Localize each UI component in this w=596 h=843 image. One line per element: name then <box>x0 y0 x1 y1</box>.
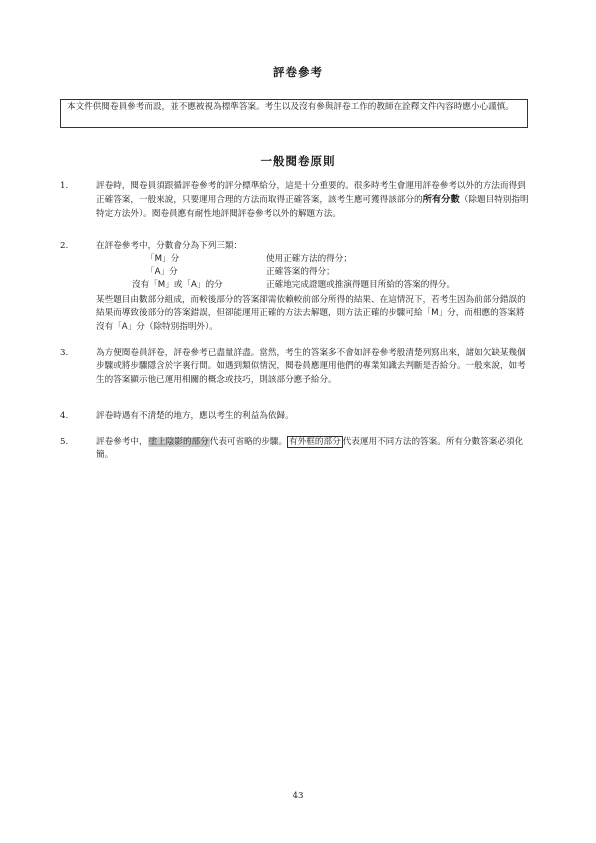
item-number: 1. <box>60 181 69 191</box>
section-heading: 一般閱卷原則 <box>260 154 336 168</box>
mark-category-label: 「A」分 <box>146 267 178 277</box>
item-number: 2. <box>60 241 69 251</box>
item-text-before: 評卷參考中， <box>96 437 148 447</box>
mark-category-desc: 正確地完成證題或推演得題目所給的答案的得分。 <box>266 280 456 290</box>
mark-category-desc: 使用正確方法的得分； <box>266 254 352 264</box>
item-text: 評卷時遇有不清楚的地方，應以考生的利益為依歸。 <box>96 411 294 421</box>
item-text-middle: 代表可省略的步驟。 <box>209 437 288 447</box>
item-text <box>96 436 530 463</box>
notice-box: 本文件供閱卷員參考而設，並不應被視為標準答案。考生以及沒有參與評卷工作的教師在詮釋文件內容時應小心謹慎。 <box>60 99 528 128</box>
item-text: 為方便閱卷員評卷，評卷參考已盡量詳盡。當然，考生的答案多不會如評卷參考般清楚列寫出來，諸如欠缺某幾個步驟或將步驟隱含於字裏行間。如遇到類似情況，閱卷員應運用他們的專業知識去判斷是否給分。一般來說，如考生的答案顯示他已運用相關的概念或技巧，則該部分應予給分。 <box>96 348 526 385</box>
mark-category-desc: 正確答案的得分； <box>266 267 335 277</box>
page-number: 43 <box>292 791 304 801</box>
item-text-before: 評卷時，閱卷員須跟循評卷參考的評分標準給分，這是十分重要的。很多時考生會運用評卷參考以外的方法而得到正確答案，一般來說，只要運用合理的方法而取得正確答案，該考生應可獲得該部分的 <box>96 181 526 206</box>
boxed-example: 有外框的部分 <box>289 437 341 447</box>
mark-category-label: 沒有「M」或「A」的分 <box>132 280 223 290</box>
item-number: 4. <box>60 411 69 421</box>
item-text-after: 代表運用不同方法的答案。所有分數答案必須化簡。 <box>96 437 524 461</box>
item-text: 某些題目由數部分組成，而較後部分的答案卻需依賴較前部分所得的結果、在這情況下，若考生因為前部分錯誤的結果而導致後部分的答案錯誤，但卻能運用正確的方法去解題，則方法正確的步驟可給「M」分，而相應的答案將沒有「A」分（除特別指明外）。 <box>96 295 526 332</box>
item-number: 5. <box>60 437 69 447</box>
item-bold-text: 所有分數 <box>422 194 460 206</box>
mark-category-label: 「M」分 <box>146 254 180 264</box>
item-text-after: （除題目特別指明特定方法外）。閱卷員應有耐性地評閱評卷參考以外的解題方法。 <box>96 195 529 219</box>
item-number: 3. <box>60 348 69 358</box>
page-title: 評卷參考 <box>273 65 323 79</box>
item-text <box>96 180 530 221</box>
shaded-example: 塗上陰影的部分 <box>148 437 209 447</box>
item-intro: 在評卷參考中，分數會分為下列三類： <box>96 241 243 251</box>
